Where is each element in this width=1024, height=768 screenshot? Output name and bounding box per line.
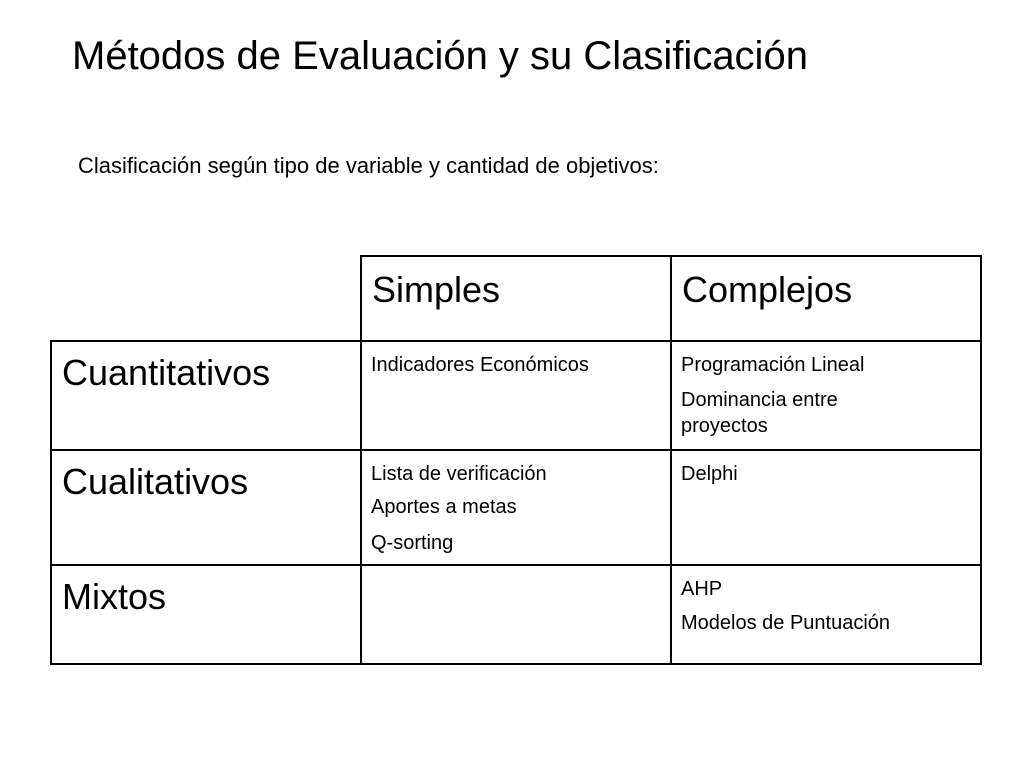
cell-cualitativos-simples [360, 449, 672, 566]
column-header-complejos-label: Complejos [682, 269, 853, 310]
cell-line: proyectos [681, 415, 768, 437]
cell-line: Programación Lineal [681, 354, 865, 376]
row-header-mixtos-label: Mixtos [62, 576, 167, 617]
row-header-cuantitativos [50, 340, 362, 451]
slide-title: Métodos de Evaluación y su Clasificación [72, 34, 808, 78]
cell-line: Modelos de Puntuación [681, 612, 891, 634]
cell-mixtos-simples [360, 564, 672, 665]
cell-cuantitativos-complejos [670, 340, 982, 451]
row-header-cuantitativos-label: Cuantitativos [62, 352, 271, 393]
cell-cuantitativos-simples [360, 340, 672, 451]
cell-cualitativos-complejos [670, 449, 982, 566]
row-header-cualitativos-label: Cualitativos [62, 461, 249, 502]
cell-line: AHP [681, 578, 723, 600]
row-header-cualitativos [50, 449, 362, 566]
cell-mixtos-complejos [670, 564, 982, 665]
classification-table [50, 255, 982, 665]
row-header-mixtos [50, 564, 362, 665]
column-header-simples [360, 255, 672, 342]
column-header-simples-label: Simples [372, 269, 501, 310]
slide-subtitle: Clasificación según tipo de variable y cantidad de objetivos: [78, 153, 659, 178]
cell-line: Indicadores Económicos [371, 354, 589, 376]
cell-line: Dominancia entre [681, 389, 838, 411]
cell-line: Aportes a metas [371, 496, 517, 518]
cell-line: Q-sorting [371, 532, 454, 554]
cell-line: Delphi [681, 463, 738, 485]
column-header-complejos [670, 255, 982, 342]
cell-line: Lista de verificación [371, 463, 547, 485]
